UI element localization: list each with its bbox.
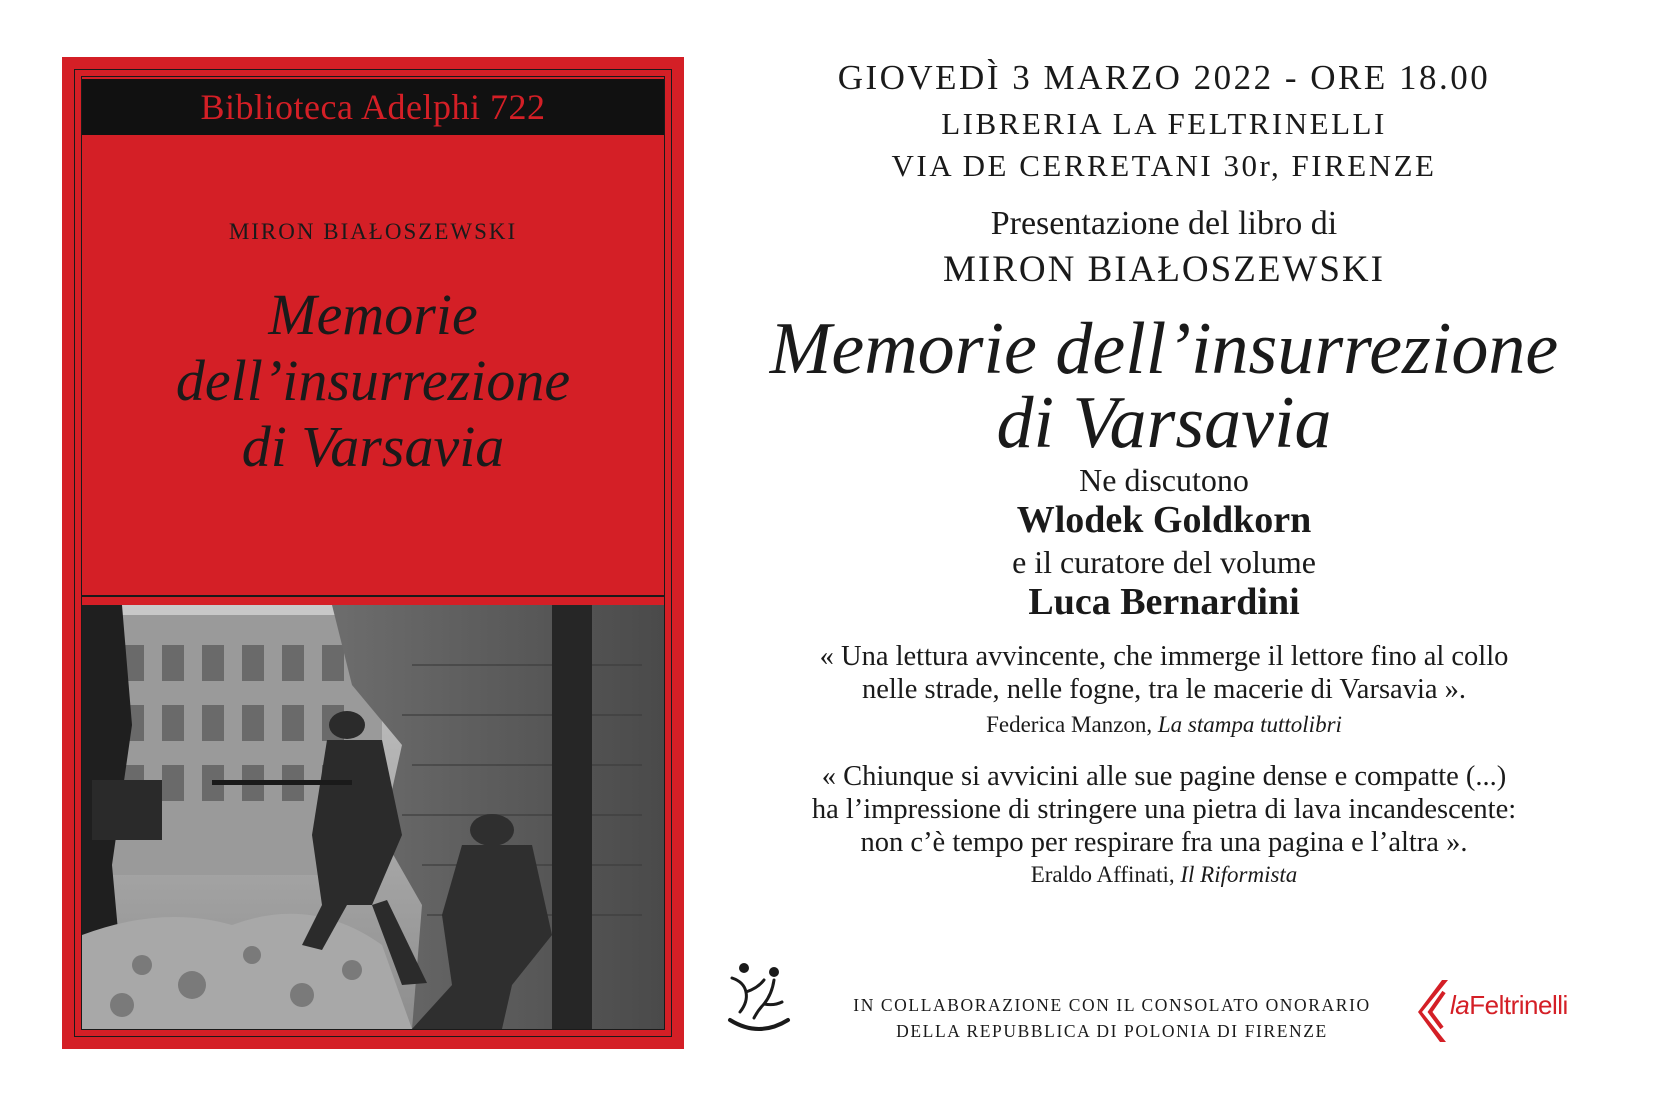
quote-line: nelle strade, nelle fogne, tra le macerie di Varsavia ». bbox=[861, 674, 1467, 705]
quote-source: La stampa tuttolibri bbox=[1157, 712, 1342, 737]
quote-attribution bbox=[706, 862, 1622, 888]
presentation-label: Presentazione del libro di bbox=[990, 205, 1338, 242]
quote-author: Federica Manzon, bbox=[986, 712, 1153, 737]
speaker-name: Wlodek Goldkorn bbox=[1016, 499, 1312, 541]
book-title-line: Memorie dell’insurrezione bbox=[769, 308, 1559, 390]
book-title-line: di Varsavia bbox=[996, 382, 1332, 464]
brand-prefix: la bbox=[1450, 990, 1470, 1020]
cover-divider bbox=[82, 595, 664, 597]
feltrinelli-logo bbox=[1450, 990, 1568, 1021]
book-title bbox=[706, 308, 1622, 464]
event-venue: LIBRERIA LA FELTRINELLI bbox=[941, 106, 1387, 141]
cover-title-line: di Varsavia bbox=[241, 414, 505, 479]
series-label: Biblioteca Adelphi 722 bbox=[200, 87, 546, 127]
quote-line: « Una lettura avvincente, che immerge il lettore fino al collo bbox=[819, 641, 1509, 672]
cover-title bbox=[62, 282, 684, 480]
event-address: VIA DE CERRETANI 30r, FIRENZE bbox=[891, 148, 1437, 183]
collaboration-note bbox=[812, 992, 1412, 1044]
review-quote bbox=[706, 640, 1622, 706]
feltrinelli-f-icon bbox=[1418, 978, 1454, 1044]
brand-name: Feltrinelli bbox=[1469, 990, 1568, 1020]
event-author: MIRON BIAŁOSZEWSKI bbox=[943, 249, 1385, 290]
event-date: GIOVEDÌ 3 MARZO 2022 - ORE 18.00 bbox=[837, 58, 1491, 97]
collab-line: IN COLLABORAZIONE CON IL CONSOLATO ONORARIO bbox=[853, 995, 1371, 1015]
quote-line: non c’è tempo per respirare fra una pagina e l’altra ». bbox=[860, 827, 1468, 858]
quote-line: « Chiunque si avvicini alle sue pagine dense e compatte (...) bbox=[821, 761, 1507, 792]
curator-label: e il curatore del volume bbox=[1012, 544, 1316, 580]
series-band bbox=[82, 79, 664, 135]
discuss-label: Ne discutono bbox=[1079, 462, 1249, 498]
quote-attribution bbox=[706, 712, 1622, 738]
quote-author: Eraldo Affinati, bbox=[1030, 862, 1175, 887]
consolate-figures-icon bbox=[724, 958, 794, 1036]
cover-title-line: dell’insurrezione bbox=[175, 348, 571, 413]
collab-line: DELLA REPUBBLICA DI POLONIA DI FIRENZE bbox=[896, 1021, 1328, 1041]
quote-source: Il Riformista bbox=[1180, 862, 1298, 887]
war-ruins-photo bbox=[82, 605, 664, 1029]
quote-line: ha l’impressione di stringere una pietra di lava incandescente: bbox=[811, 794, 1517, 825]
book-cover bbox=[62, 57, 684, 1049]
cover-title-line: Memorie bbox=[268, 282, 478, 347]
review-quote bbox=[706, 760, 1622, 859]
curator-name: Luca Bernardini bbox=[1028, 581, 1300, 623]
war-ruins-photo-image bbox=[82, 605, 664, 1029]
cover-author: MIRON BIAŁOSZEWSKI bbox=[228, 219, 518, 244]
